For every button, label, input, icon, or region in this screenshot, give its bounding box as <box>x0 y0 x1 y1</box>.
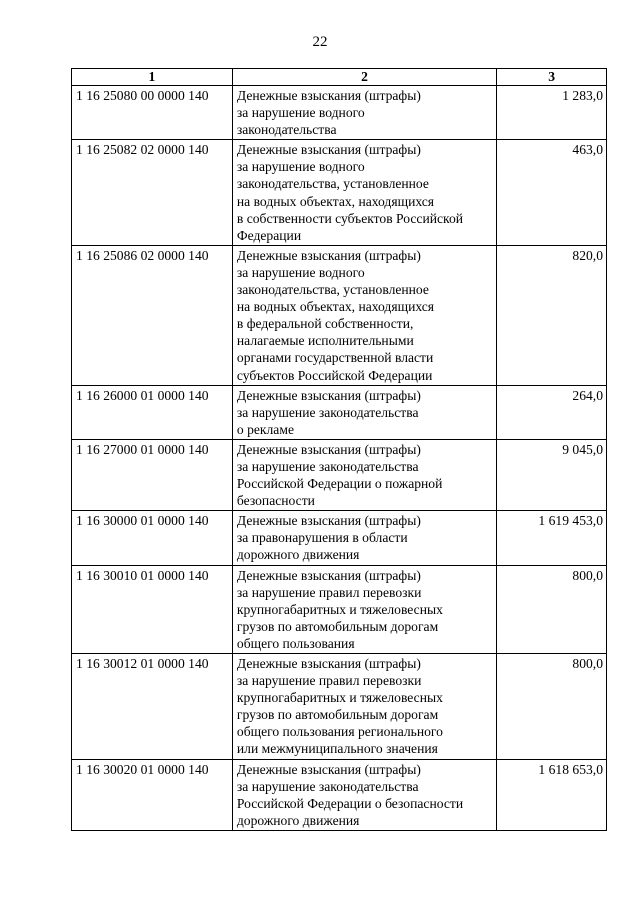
description-line: крупногабаритных и тяжеловесных <box>236 690 443 706</box>
revenue-description <box>232 385 496 439</box>
description-line: в федеральной собственности, <box>236 316 414 332</box>
budget-code: 1 16 30012 01 0000 140 <box>72 654 233 760</box>
table-row <box>72 565 607 653</box>
amount-value: 9 045,0 <box>497 439 607 510</box>
amount-value: 800,0 <box>497 565 607 653</box>
budget-code: 1 16 27000 01 0000 140 <box>72 439 233 510</box>
description-line: Денежные взыскания (штрафы) <box>236 656 421 671</box>
revenue-description <box>232 759 496 830</box>
budget-code: 1 16 25086 02 0000 140 <box>72 245 233 385</box>
description-line: на водных объектах, находящихся <box>236 193 435 209</box>
description-line: Денежные взыскания (штрафы) <box>236 142 421 158</box>
amount-value: 264,0 <box>497 385 607 439</box>
revenue-description <box>232 140 496 246</box>
table-row <box>72 654 607 760</box>
description-line: на водных объектах, находящихся <box>236 299 435 315</box>
description-line: в собственности субъектов Российской <box>236 210 464 226</box>
amount-value: 1 618 653,0 <box>497 759 607 830</box>
description-line: за нарушение правил перевозки <box>236 584 422 600</box>
description-line: за нарушение водного <box>236 159 365 175</box>
table-row <box>72 385 607 439</box>
column-header-2: 2 <box>232 69 496 86</box>
description-line: за нарушение законодательства <box>236 404 419 420</box>
table-body <box>72 86 607 831</box>
description-line: налагаемые исполнительными <box>236 333 414 349</box>
description-line: Денежные взыскания (штрафы) <box>236 88 421 103</box>
description-line: о рекламе <box>236 421 294 437</box>
description-line: Российской Федерации о безопасности <box>236 795 464 811</box>
description-line: за нарушение законодательства <box>236 458 419 474</box>
description-line: или межмуниципального значения <box>236 741 438 757</box>
description-line: органами государственной власти <box>236 350 434 366</box>
amount-value: 463,0 <box>497 140 607 246</box>
description-line: за нарушение законодательства <box>236 778 419 794</box>
description-line: Денежные взыскания (штрафы) <box>236 761 421 777</box>
description-line: крупногабаритных и тяжеловесных <box>236 601 443 617</box>
description-line: Денежные взыскания (штрафы) <box>236 247 421 263</box>
description-line: грузов по автомобильным дорогам <box>236 618 439 634</box>
revenue-description <box>232 86 496 140</box>
description-line: грузов по автомобильным дорогам <box>236 707 439 723</box>
column-header-1: 1 <box>72 69 233 86</box>
description-line: за нарушение водного <box>236 264 365 280</box>
description-line: Российской Федерации о пожарной <box>236 476 443 492</box>
table-row <box>72 759 607 830</box>
revenue-description <box>232 439 496 510</box>
table-row <box>72 86 607 140</box>
revenue-description <box>232 245 496 385</box>
description-line: общего пользования регионального <box>236 724 443 740</box>
table-row <box>72 511 607 565</box>
table-header-row <box>72 69 607 86</box>
amount-value: 1 283,0 <box>497 86 607 140</box>
table-row <box>72 140 607 246</box>
budget-code: 1 16 25080 00 0000 140 <box>72 86 233 140</box>
description-line: Денежные взыскания (штрафы) <box>236 567 421 583</box>
description-line: безопасности <box>236 493 315 509</box>
description-line: дорожного движения <box>236 812 360 828</box>
description-line: Денежные взыскания (штрафы) <box>236 387 421 403</box>
budget-code: 1 16 26000 01 0000 140 <box>72 385 233 439</box>
revenue-description <box>232 654 496 760</box>
budget-code: 1 16 30000 01 0000 140 <box>72 511 233 565</box>
budget-table <box>71 68 607 831</box>
description-line: Денежные взыскания (штрафы) <box>236 513 421 529</box>
budget-code: 1 16 30010 01 0000 140 <box>72 565 233 653</box>
budget-code: 1 16 25082 02 0000 140 <box>72 140 233 246</box>
description-line: за правонарушения в области <box>236 530 408 546</box>
description-line: общего пользования <box>236 635 355 651</box>
description-line: за нарушение правил перевозки <box>236 673 422 689</box>
budget-code: 1 16 30020 01 0000 140 <box>72 759 233 830</box>
description-line: субъектов Российской Федерации <box>236 367 433 383</box>
amount-value: 800,0 <box>497 654 607 760</box>
description-line: Денежные взыскания (штрафы) <box>236 441 421 457</box>
description-line: законодательства, установленное <box>236 176 429 192</box>
description-line: за нарушение водного <box>236 105 365 121</box>
revenue-description <box>232 511 496 565</box>
column-header-3: 3 <box>497 69 607 86</box>
amount-value: 1 619 453,0 <box>497 511 607 565</box>
page-number: 22 <box>312 34 328 50</box>
description-line: Федерации <box>236 227 302 243</box>
description-line: законодательства, установленное <box>236 282 429 298</box>
table-row <box>72 439 607 510</box>
description-line: дорожного движения <box>236 547 360 563</box>
description-line: законодательства <box>236 122 337 138</box>
revenue-description <box>232 565 496 653</box>
amount-value: 820,0 <box>497 245 607 385</box>
table-row <box>72 245 607 385</box>
